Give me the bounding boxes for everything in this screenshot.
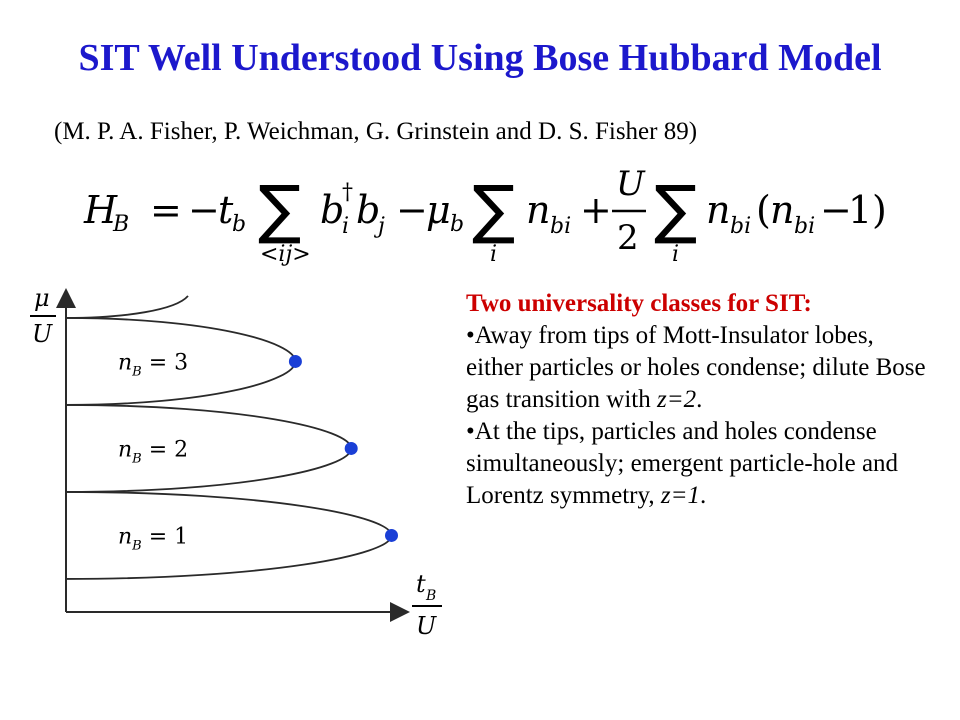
eq-n2-sub: bi (730, 214, 752, 239)
x-axis-num: t (416, 570, 426, 598)
lobe-label-sub: B (132, 451, 142, 467)
eq-n-sub: bi (550, 214, 572, 239)
x-axis-den: U (416, 612, 437, 640)
x-axis-label (412, 570, 442, 640)
eq-op-b: b (356, 188, 381, 232)
lobe-label-sub: B (132, 538, 142, 554)
eq-n2: n (706, 188, 731, 232)
eq-term1-coef: t (218, 188, 234, 232)
eq-n3-sub: bi (794, 214, 816, 239)
notes-bullet-1-text: Away from tips of Mott-Insulator lobes, either particles or holes condense; dilute Bose gas transition with (466, 322, 926, 413)
eq-mu-sub: b (450, 212, 465, 237)
lobe-tip-point (289, 355, 302, 368)
eq-paren-open: ( (756, 188, 771, 232)
eq-mu: μ (426, 188, 451, 232)
notes-bullet-1-z: z=2 (656, 386, 697, 413)
phase-diagram (24, 278, 444, 648)
y-axis-label (30, 284, 56, 348)
lobe-label-value: = 1 (141, 524, 189, 550)
lobe-label-sub: B (132, 364, 142, 380)
slide-title: SIT Well Understood Using Bose Hubbard Model (78, 37, 882, 79)
eq-term3-sign: + (580, 188, 612, 232)
eq-frac-num: U (616, 165, 645, 204)
eq-term2-sign: − (396, 188, 428, 232)
lobe-tip-point (345, 442, 358, 455)
eq-equals: = (150, 188, 182, 232)
mott-lobes (66, 296, 398, 579)
eq-op-b-dagger: b (320, 188, 345, 232)
mott-lobe-boundary (66, 405, 351, 492)
eq-sum3-index: i (672, 242, 680, 267)
notes-bullet-1-end: . (696, 386, 703, 413)
lobe-label-var: n (118, 350, 133, 376)
eq-sum1: ∑ (258, 173, 302, 247)
notes-bullet-1 (466, 320, 936, 416)
eq-frac-den: 2 (617, 218, 639, 258)
eq-minus: − (820, 188, 852, 232)
eq-one: 1 (848, 188, 873, 232)
y-axis-num: μ (34, 284, 50, 312)
eq-sum2-index: i (490, 242, 498, 267)
lobe-label (118, 524, 188, 553)
eq-term1-sign: − (188, 188, 220, 232)
notes-bullet-2 (466, 416, 936, 512)
lobe-label (118, 350, 188, 379)
lobe-label-var: n (118, 437, 133, 463)
notes-bullet-2-z: z=1 (660, 482, 700, 509)
hamiltonian-equation (80, 165, 900, 270)
mott-lobe-boundary (66, 492, 392, 579)
eq-op-i-sub: i (342, 214, 350, 239)
eq-n3: n (770, 188, 795, 232)
eq-sum3: ∑ (654, 173, 698, 247)
notes-panel (466, 288, 936, 512)
y-axis-den: U (32, 320, 53, 348)
eq-sum1-index: <ij> (260, 242, 311, 267)
eq-op-j-sub: j (378, 214, 385, 239)
next-lobe-boundary (66, 296, 188, 318)
lobe-tip-point (385, 529, 398, 542)
eq-paren-close: ) (872, 188, 887, 232)
lobe-label-value: = 2 (141, 437, 189, 463)
notes-heading: Two universality classes for SIT: (466, 290, 812, 317)
lobe-label (118, 437, 188, 466)
lobe-label-var: n (118, 524, 133, 550)
eq-term1-coef-sub: b (232, 212, 247, 237)
notes-bullet-2-text: At the tips, particles and holes condense simultaneously; emergent particle-hole and Lorentz symmetry, (466, 418, 899, 509)
eq-lhs-sub: B (113, 212, 130, 237)
notes-bullet-2-end: . (699, 482, 707, 509)
eq-lhs: H (84, 188, 118, 232)
eq-dagger: † (342, 180, 353, 205)
lobe-label-value: = 3 (141, 350, 189, 376)
x-axis-num-sub: B (426, 588, 437, 604)
citation: (M. P. A. Fisher, P. Weichman, G. Grinstein and D. S. Fisher 89) (54, 118, 698, 145)
eq-n: n (526, 188, 551, 232)
eq-sum2: ∑ (472, 173, 516, 247)
